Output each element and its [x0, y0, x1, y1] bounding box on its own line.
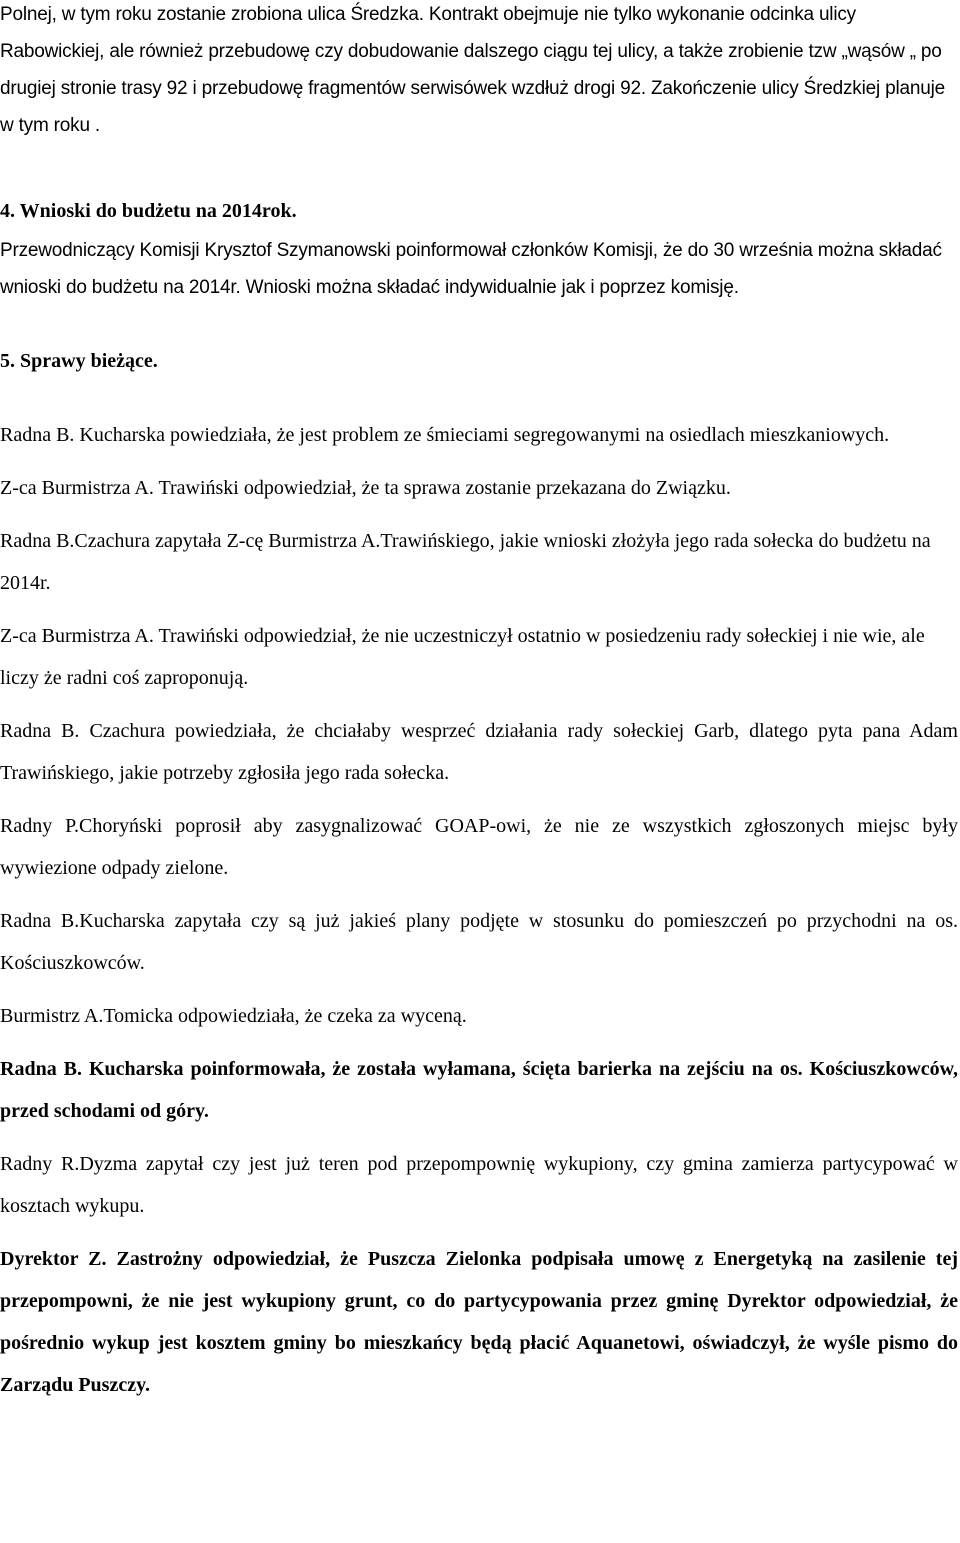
- czachura-question-paragraph: Radna B.Czachura zapytała Z-cę Burmistrza A.Trawińskiego, jakie wnioski złożyła jego rada sołecka do budżetu na 2014r.: [0, 530, 931, 594]
- tomicka-reply-paragraph: Burmistrz A.Tomicka odpowiedziała, że czeka za wyceną.: [0, 1005, 467, 1027]
- kucharska-problem-paragraph: Radna B. Kucharska powiedziała, że jest problem ze śmieciami segregowanymi na osiedlach mieszkaniowych.: [0, 424, 890, 446]
- zastrozny-reply-paragraph: Dyrektor Z. Zastrożny odpowiedział, że Puszcza Zielonka podpisała umowę z Energetyką na zasilenie tej przepompowni, że nie jest wykupiony grunt, co do partycypowania przez gminę Dyrektor odpowiedział, że pośrednio wykup jest kosztem gminy bo mieszkańcy będą płacić Aquanetowi, oświadczył, że wyśle pismo do Zarządu Puszczy.: [0, 1248, 958, 1396]
- section-heading-4: 4. Wnioski do budżetu na 2014rok.: [0, 200, 297, 222]
- kucharska-barrier-paragraph: Radna B. Kucharska poinformowała, że została wyłamana, ścięta barierka na zejściu na os. Kościuszkowców, przed schodami od góry.: [0, 1058, 958, 1122]
- kucharska-question-paragraph: Radna B.Kucharska zapytała czy są już jakieś plany podjęte w stosunku do pomieszczeń po przychodni na os. Kościuszkowców.: [0, 910, 958, 974]
- trawinski-reply-2-paragraph: Z-ca Burmistrza A. Trawiński odpowiedział, że nie uczestniczył ostatnio w posiedzeniu rady sołeckiej i nie wie, ale liczy że radni coś zaproponują.: [0, 625, 925, 689]
- intro-paragraph: Polnej, w tym roku zostanie zrobiona ulica Średzka. Kontrakt obejmuje nie tylko wykonanie odcinka ulicy Rabowickiej, ale również przebudowę czy dobudowanie dalszego ciągu tej ulicy, a także zrobienie tzw „wąsów „ po drugiej stronie trasy 92 i przebudowę fragmentów serwisówek wzdłuż drogi 92. Zakończenie ulicy Średzkiej planuje w tym roku .: [0, 4, 945, 136]
- czachura-support-paragraph: Radna B. Czachura powiedziała, że chciałaby wesprzeć działania rady sołeckiej Garb, dlatego pyta pana Adam Trawińskiego, jakie potrzeby zgłosiła jego rada sołecka.: [0, 720, 958, 784]
- chorynski-paragraph: Radny P.Choryński poprosił aby zasygnalizować GOAP-owi, że nie ze wszystkich zgłoszonych miejsc były wywiezione odpady zielone.: [0, 815, 958, 879]
- trawinski-reply-paragraph: Z-ca Burmistrza A. Trawiński odpowiedział, że ta sprawa zostanie przekazana do Związku.: [0, 477, 731, 499]
- budget-info-paragraph: Przewodniczący Komisji Krysztof Szymanowski poinformował członków Komisji, że do 30 września można składać wnioski do budżetu na 2014r. Wnioski można składać indywidualnie jak i poprzez komisję.: [0, 240, 942, 298]
- section-heading-5: 5. Sprawy bieżące.: [0, 350, 158, 372]
- dyzma-question-paragraph: Radny R.Dyzma zapytał czy jest już teren pod przepompownię wykupiony, czy gmina zamierza partycypować w kosztach wykupu.: [0, 1153, 958, 1217]
